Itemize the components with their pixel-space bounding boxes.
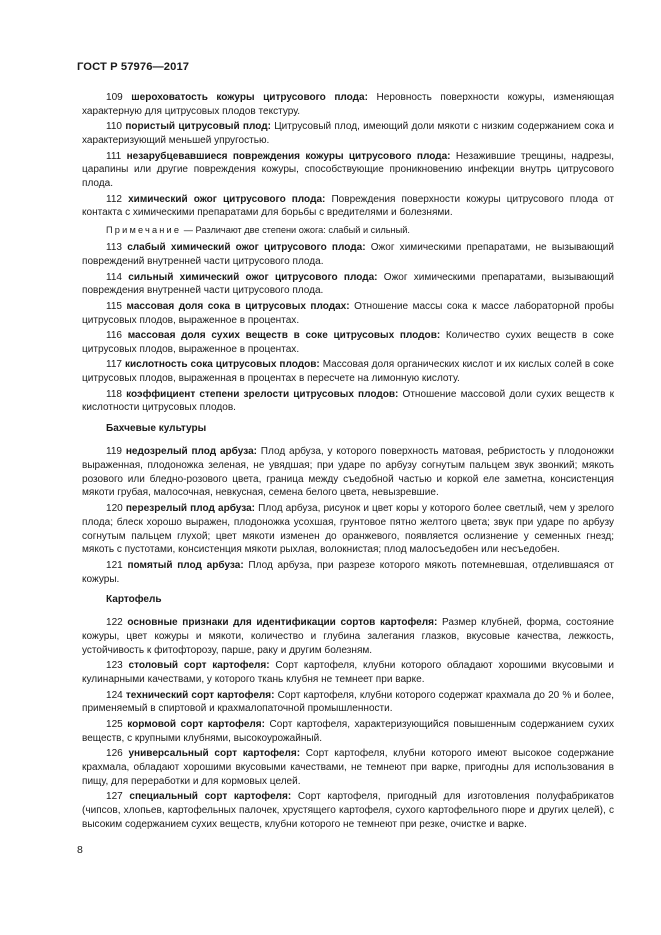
- term-number: 109: [106, 92, 123, 103]
- document-body: [82, 91, 614, 833]
- term-entry: [82, 193, 614, 221]
- term-title: незарубцевавшиеся повреждения кожуры цитрусового плода:: [126, 150, 451, 162]
- term-definition: Сорт картофеля, клубни которого содержат крахмала до 20 % и более, применяемый в спиртовой и крахмалопаточной промышленности.: [82, 689, 614, 715]
- term-entry: [82, 271, 614, 299]
- term-number: 116: [106, 330, 123, 342]
- term-entry: [82, 300, 614, 328]
- document-code-header: ГОСТ Р 57976—2017: [77, 61, 190, 73]
- term-number: 121: [106, 559, 123, 571]
- term-entry: [82, 747, 614, 788]
- term-definition: Ожог химическими препаратами, не вызывающий повреждений внутренней части цитрусового плода.: [82, 242, 615, 268]
- term-number: 122: [106, 617, 123, 629]
- note-label: Примечание: [106, 225, 182, 236]
- term-number: 110: [106, 121, 123, 133]
- page-number: 8: [77, 844, 83, 856]
- term-number: 115: [106, 300, 123, 312]
- term-title: слабый химический ожог цитрусового плода:: [127, 242, 366, 254]
- term-entry: [82, 445, 614, 500]
- term-title: недозрелый плод арбуза:: [125, 446, 257, 458]
- term-title: основные признаки для идентификации сортов картофеля:: [127, 617, 438, 629]
- term-definition: Сорт картофеля, клубни которого имеют высокое содержание крахмала, обладают хорошими вкусовыми качествами, не темнеют при варке, пригодны для использования в пищу, для переработки и для кормовых целей.: [82, 748, 614, 787]
- term-entry: [82, 120, 614, 148]
- term-number: 112: [106, 193, 123, 205]
- term-entry: [82, 241, 614, 269]
- term-number: 113: [106, 242, 123, 254]
- term-definition: Отношение массы сока к массе лабораторной пробы цитрусовых плодов, выраженное в процентах.: [82, 300, 614, 326]
- term-definition: Незажившие трещины, надрезы, царапины или другие повреждения кожуры, способствующие проникновению инфекции внутрь цитрусового плода.: [82, 150, 615, 190]
- term-entry: [82, 329, 614, 357]
- term-definition: Плод арбуза, у которого поверхность матовая, ребристость у плодоножки выраженная, плодоножка зеленая, не увядшая; при ударе по арбузу согнутым пальцем звук звонкий; мякоть розового или бледно-розового цвета, граница между съедобной частью и коркой еле заметна, консистенция мякоти грубая, малосочная, невкусная, семена белого цвета, невызревшие.: [82, 446, 614, 499]
- section-heading: Бахчевые культуры: [106, 423, 207, 435]
- term-title: шероховатость кожуры цитрусового плода:: [131, 92, 368, 103]
- term-title: пористый цитрусовый плод:: [125, 121, 271, 133]
- term-entry: [82, 502, 614, 557]
- term-definition: Количество сухих веществ в соке цитрусовых плодов, выраженное в процентах.: [82, 330, 615, 355]
- section-heading: Картофель: [106, 594, 162, 606]
- term-definition: Сорт картофеля, характеризующийся повышенным содержанием сухих веществ, с крупными клубнями, высокоурожайный.: [82, 718, 615, 744]
- term-definition: Плод арбуза, при разрезе которого мякоть потемневшая, отделившаяся от кожуры.: [82, 559, 615, 585]
- term-definition: Неровность поверхности кожуры, изменяющая характерную для цитрусовых плодов текстуру.: [82, 92, 615, 117]
- term-number: 124: [106, 689, 123, 701]
- term-title: помятый плод арбуза:: [127, 559, 244, 571]
- term-entry: [82, 559, 614, 587]
- term-title: сильный химический ожог цитрусового плода:: [128, 271, 378, 283]
- term-number: 126: [106, 748, 123, 760]
- term-title: массовая доля сухих веществ в соке цитрусовых плодов:: [127, 330, 441, 342]
- term-title: химический ожог цитрусового плода:: [128, 193, 326, 205]
- term-title: массовая доля сока в цитрусовых плодах:: [126, 300, 350, 312]
- term-title: универсальный сорт картофеля:: [128, 748, 301, 760]
- term-title: технический сорт картофеля:: [125, 689, 275, 701]
- term-entry: [82, 718, 614, 746]
- term-entry: [82, 91, 614, 119]
- term-number: 119: [106, 446, 123, 458]
- note-dash: —: [183, 225, 193, 236]
- term-number: 127: [106, 791, 123, 803]
- term-number: 111: [106, 150, 122, 162]
- term-number: 114: [106, 271, 123, 283]
- term-title: кислотность сока цитрусовых плодов:: [124, 359, 320, 371]
- term-entry: [82, 388, 614, 416]
- term-definition: Ожог химическими препаратами, вызывающий повреждения внутренней части цитрусового плода.: [82, 271, 614, 297]
- note: [82, 224, 614, 236]
- term-entry: [82, 358, 614, 386]
- term-definition: Размер клубней, форма, состояние кожуры, цвет кожуры и мякоти, количество и глубина залегания глазков, вкусовые качества, лежкость, устойчивость к фитофторозу, парше, раку и другим болезням.: [82, 617, 615, 656]
- term-definition: Массовая доля органических кислот и их кислых солей в соке цитрусовых плодов, выраженная в процентах в пересчете на лимонную кислоту.: [82, 359, 614, 385]
- term-number: 118: [106, 388, 123, 400]
- term-definition: Цитрусовый плод, имеющий доли мякоти с низким содержанием сока и характеризующий меньшей упругостью.: [82, 121, 615, 147]
- term-entry: [82, 790, 614, 831]
- term-number: 117: [106, 359, 123, 371]
- term-title: столовый сорт картофеля:: [128, 660, 270, 672]
- term-number: 123: [106, 660, 123, 672]
- term-title: коэффициент степени зрелости цитрусовых плодов:: [126, 388, 399, 400]
- term-definition: Плод арбуза, рисунок и цвет коры у которого более светлый, чем у зрелого плода; блеск хорошо выражен, плодоножка усохшая, грунтовое пятно желтого цвета; звук при ударе по арбузу согнутым пальцем глухой; цвет мякоти изменен до оранжевого, появляется ослизнение у семенных гнезд; мякоть с пустотами, консистенция мякоти рыхлая, волокнистая; плод малосъедобен или несъедобен.: [82, 502, 614, 556]
- term-entry: [82, 616, 614, 657]
- term-title: специальный сорт картофеля:: [129, 791, 292, 803]
- note-text: Различают две степени ожога: слабый и сильный.: [195, 225, 410, 236]
- term-definition: Повреждения поверхности кожуры цитрусового плода от контакта с химическими препаратами для борьбы с вредителями и болезнями.: [82, 193, 615, 219]
- term-definition: Сорт картофеля, клубни которого обладают хорошими вкусовыми и кулинарными качествами, у которого ткань клубня не темнеет при варке.: [82, 660, 614, 686]
- term-entry: [82, 150, 614, 191]
- term-title: кормовой сорт картофеля:: [127, 718, 266, 730]
- term-definition: Отношение массовой доли сухих веществ к кислотности цитрусовых плодов.: [82, 388, 614, 414]
- term-number: 125: [106, 718, 123, 730]
- term-title: перезрелый плод арбуза:: [125, 502, 256, 514]
- term-entry: [82, 659, 614, 687]
- term-entry: [82, 689, 614, 717]
- term-number: 120: [106, 502, 123, 514]
- term-definition: Сорт картофеля, пригодный для изготовления полуфабрикатов (чипсов, хлопьев, картофельных палочек, хрустящего картофеля, сухого картофельного пюре и других целей), с высоким содержанием сухих веществ, клубни которого не темнеют при резке, очистке и варке.: [82, 791, 615, 830]
